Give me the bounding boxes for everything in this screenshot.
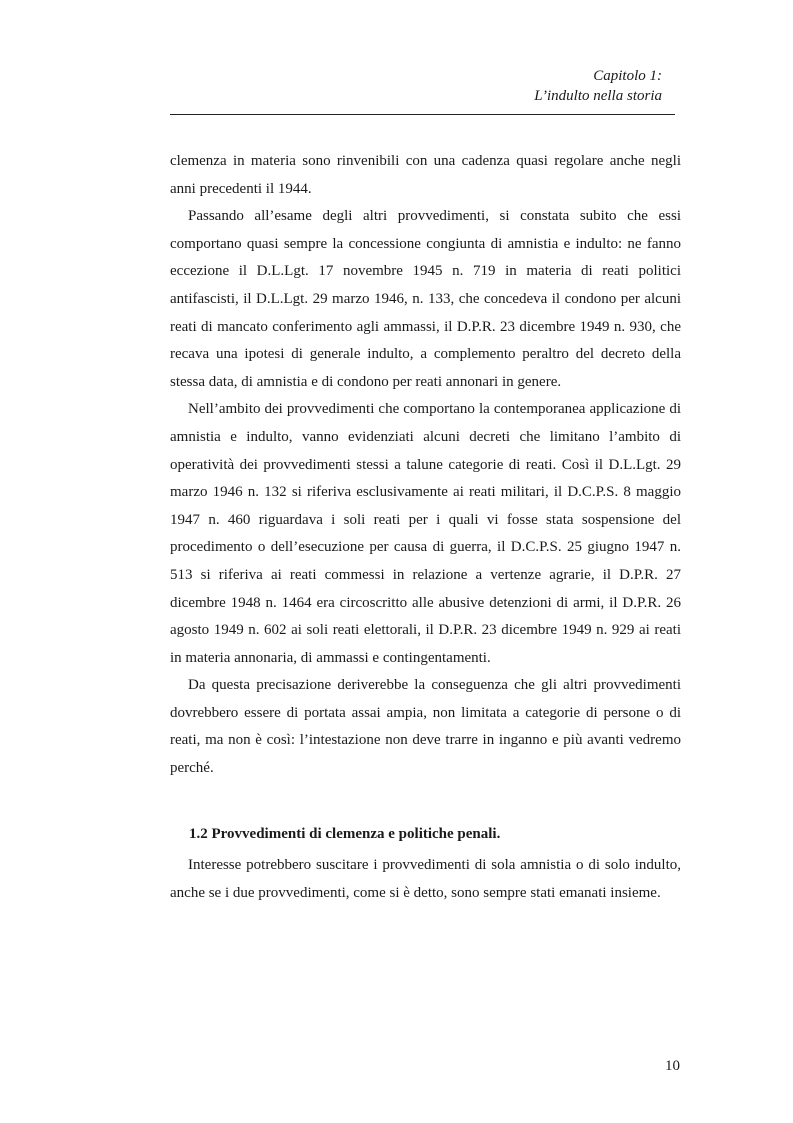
running-header [534,66,662,106]
header-rule [170,114,675,115]
running-header-chapter: Capitolo 1: [593,68,662,84]
page-number: 10 [665,1058,680,1074]
running-header-title: L’indulto nella storia [534,88,662,104]
page-body [170,148,681,907]
section-spacer [170,783,681,821]
paragraph: Da questa precisazione deriverebbe la conseguenza che gli altri provvedimenti dovrebbero essere di portata assai ampia, non limitata a categorie di persone o di reati, ma non è così: l’intestazione non deve trarre in inganno e più avanti vedremo perché. [170,677,681,777]
paragraph-continuation: clemenza in materia sono rinvenibili con una cadenza quasi regolare anche negli anni precedenti il 1944. [170,153,681,197]
paragraph: Nell’ambito dei provvedimenti che comportano la contemporanea applicazione di amnistia e indulto, vanno evidenziati alcuni decreti che limitano l’ambito di operatività dei provvedimenti stessi a talune categorie di reati. Così il D.L.Lgt. 29 marzo 1946 n. 132 si riferiva esclusivamente ai reati militari, il D.C.P.S. 8 maggio 1947 n. 460 riguardava i soli reati per i quali vi fosse stata sospensione del procedimento o dell’esecuzione per causa di guerra, il D.C.P.S. 25 giugno 1947 n. 513 si riferiva ai reati commessi in relazione a vertenze agrarie, il D.P.R. 27 dicembre 1948 n. 1464 era circoscritto alle abusive detenzioni di armi, il D.P.R. 26 agosto 1949 n. 602 ai soli reati elettorali, il D.P.R. 23 dicembre 1949 n. 929 ai reati in materia annonaria, di ammassi e contingentamenti. [170,401,681,666]
paragraph: Interesse potrebbero suscitare i provvedimenti di sola amnistia o di solo indulto, anche se i due provvedimenti, come si è detto, sono sempre stati emanati insieme. [170,857,681,901]
paragraph: Passando all’esame degli altri provvedimenti, si constata subito che essi comportano quasi sempre la concessione congiunta di amnistia e indulto: ne fanno eccezione il D.L.Lgt. 17 novembre 1945 n. 719 in materia di reati politici antifascisti, il D.L.Lgt. 29 marzo 1946, n. 133, che concedeva il condono per alcuni reati di mancato conferimento agli ammassi, il D.P.R. 23 dicembre 1949 n. 930, che recava una ipotesi di generale indulto, a complemento peraltro del decreto della stessa data, di amnistia e di condono per reati annonari in genere. [170,208,681,390]
section-heading: 1.2 Provvedimenti di clemenza e politiche penali. [189,825,501,842]
